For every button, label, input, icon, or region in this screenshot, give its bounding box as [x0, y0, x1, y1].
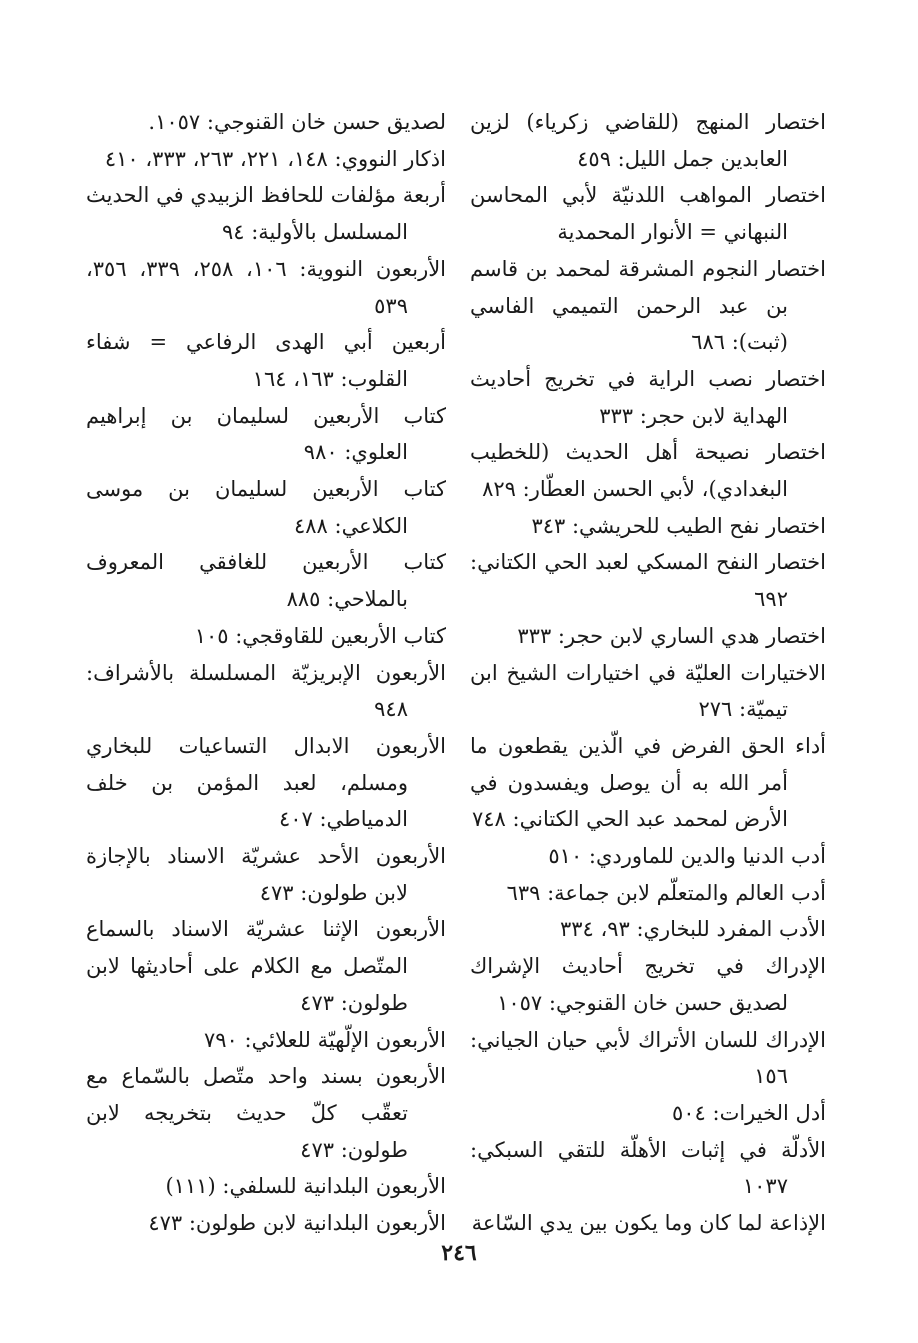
index-entry: الإدراك للسان الأتراك لأبي حيان الجياني: ١٥٦	[470, 1027, 826, 1089]
index-entry: الأربعون النووية: ١٠٦، ٢٥٨، ٣٣٩، ٣٥٦، ٥٣٩	[86, 256, 447, 318]
index-entry: اختصار نصيحة أهل الحديث (للخطيب البغدادي)، لأبي الحسن العطّار: ٨٢٩	[470, 440, 826, 502]
left-column	[86, 104, 446, 1242]
index-entry: كتاب الأربعين للقاوقجي: ١٠٥	[194, 623, 446, 648]
index-entry: الأدب المفرد للبخاري: ٩٣، ٣٣٤	[559, 917, 826, 942]
index-entry: أدب العالم والمتعلّم لابن جماعة: ٦٣٩	[506, 880, 826, 905]
index-entry: كتاب الأربعين لسليمان بن إبراهيم العلوي: ٩٨٠	[86, 403, 446, 465]
right-column	[470, 104, 826, 1242]
index-entry: اختصار المنهج (للقاضي زكرياء) لزين العابدين جمل الليل: ٤٥٩	[470, 110, 826, 171]
index-entry: الأربعون بسند واحد متّصل بالسّماع مع تعقّب كلّ حديث بتخريجه لابن طولون: ٤٧٣	[86, 1064, 446, 1162]
index-entry: الأربعون البلدانية لابن طولون: ٤٧٣	[148, 1211, 446, 1236]
index-entry: أداء الحق الفرض في الّذين يقطعون ما أمر الله به أن يوصل ويفسدون في الأرض لمحمد عبد الحي الكتاني: ٧٤٨	[470, 733, 826, 832]
index-entry: أدل الخيرات: ٥٠٤	[671, 1100, 826, 1125]
index-entry: اختصار النجوم المشرقة لمحمد بن قاسم بن عبد الرحمن التميمي الفاسي (ثبت): ٦٨٦	[470, 256, 826, 355]
page-number: ٢٤٦	[441, 1240, 477, 1266]
index-entry: الأدلّة في إثبات الأهلّة للتقي السبكي: ١٠٣٧	[470, 1137, 826, 1199]
index-entry: أربعة مؤلفات للحافظ الزبيدي في الحديث المسلسل بالأولية: ٩٤	[86, 183, 446, 245]
index-entry: اختصار النفح المسكي لعبد الحي الكتاني: ٦٩٢	[470, 550, 826, 612]
index-entry: أربعين أبي الهدى الرفاعي = شفاء القلوب: ١٦٣، ١٦٤	[86, 330, 446, 391]
index-entry: أدب الدنيا والدين للماوردي: ٥١٠	[548, 844, 826, 869]
index-entry: الأربعون الإبريزيّة المسلسلة بالأشراف: ٩٤٨	[86, 660, 446, 722]
index-entry: اختصار نفح الطيب للحريشي: ٣٤٣	[531, 513, 826, 538]
index-entry: الأربعون الابدال التساعيات للبخاري ومسلم، لعبد المؤمن بن خلف الدمياطي: ٤٠٧	[86, 733, 446, 832]
index-entry: الإدراك في تخريج أحاديث الإشراك لصديق حسن خان القنوجي: ١٠٥٧	[470, 954, 826, 1015]
index-entry: كتاب الأربعين لسليمان بن موسى الكلاعي: ٤٨٨	[86, 477, 446, 538]
index-entry: اختصار نصب الراية في تخريج أحاديث الهداية لابن حجر: ٣٣٣	[470, 366, 826, 428]
index-entry: الأربعون البلدانية للسلفي: (١١١)	[165, 1174, 446, 1199]
index-entry: اختصار هدي الساري لابن حجر: ٣٣٣	[517, 623, 826, 648]
index-entry: الإذاعة لما كان وما يكون بين يدي السّاعة	[471, 1211, 826, 1236]
index-entry: الأربعون الإلّهيّة للعلائي: ٧٩٠	[204, 1027, 446, 1052]
index-entry: اختصار المواهب اللدنيّة لأبي المحاسن النبهاني = الأنوار المحمدية	[470, 183, 826, 245]
index-entry: لصديق حسن خان القنوجي: ١٠٥٧.	[148, 110, 446, 134]
index-entry: الاختيارات العليّة في اختيارات الشيخ ابن تيميّة: ٢٧٦	[470, 660, 826, 722]
index-entry: الأربعون الأحد عشريّة الاسناد بالإجازة لابن طولون: ٤٧٣	[86, 844, 446, 905]
index-entry: كتاب الأربعين للغافقي المعروف بالملاحي: ٨٨٥	[86, 550, 446, 612]
index-entry: الأربعون الإثنا عشريّة الاسناد بالسماع المتّصل مع الكلام على أحاديثها لابن طولون: ٤٧٣	[86, 917, 446, 1015]
index-entry: اذكار النووي: ١٤٨، ٢٢١، ٢٦٣، ٣٣٣، ٤١٠	[104, 146, 446, 171]
